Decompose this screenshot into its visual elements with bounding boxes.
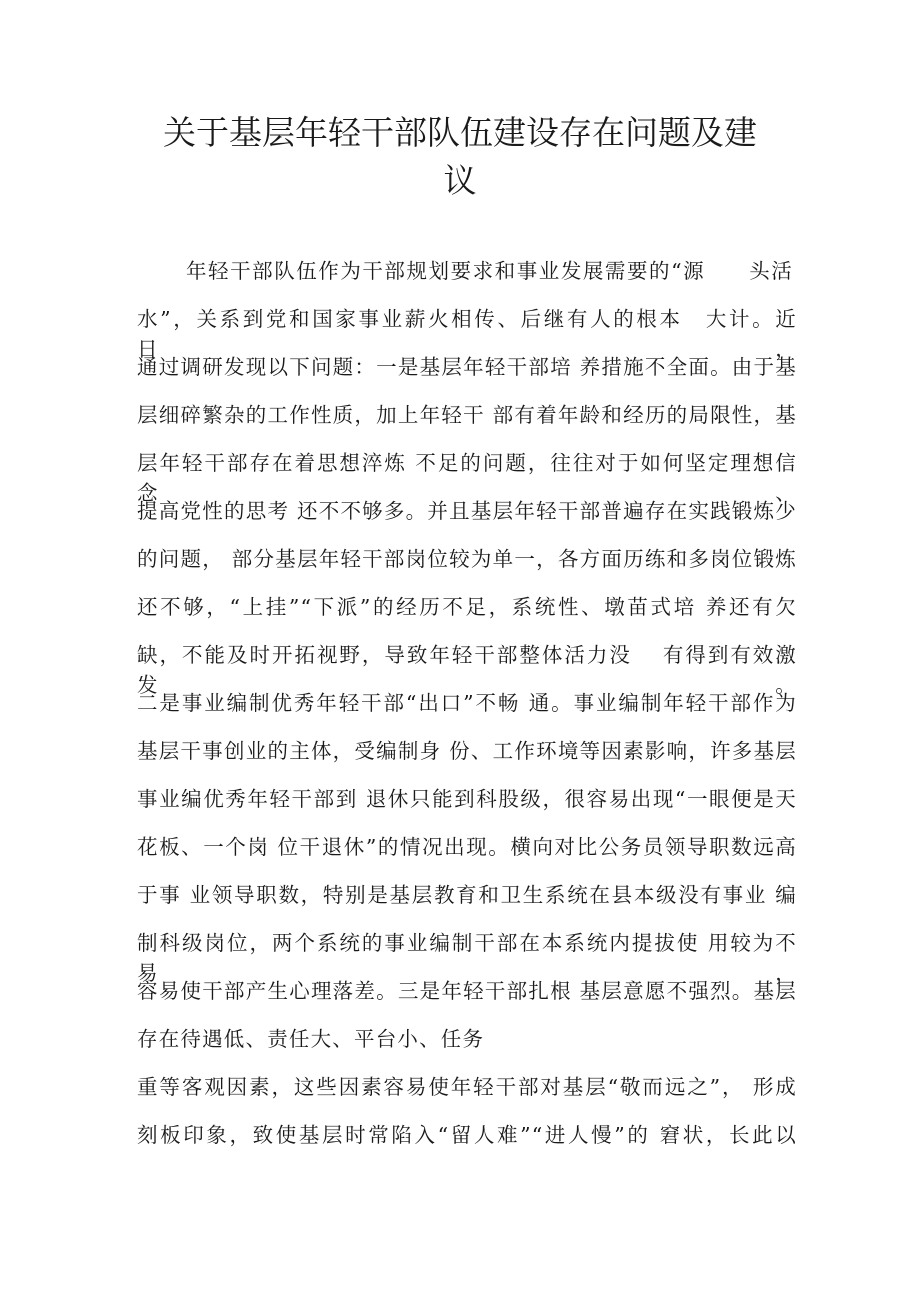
body-text-line: 通过调研发现以下问题：一是基层年轻干部培 养措施不全面。由于基 [137, 355, 797, 379]
body-text-line: 事业编优秀年轻干部到 退休只能到科股级，很容易出现“一眼便是天 [137, 787, 797, 811]
document-title-line-2: 议 [443, 161, 477, 200]
body-text-line: 二是事业编制优秀年轻干部“出口”不畅 通。事业编制年轻干部作为 [137, 691, 797, 715]
body-text-line: 制科级岗位，两个系统的事业编制干部在本系统内提拔使 用较为不易， [137, 931, 797, 985]
body-text-line: 提高党性的思考 还不不够多。并且基层年轻干部普遍存在实践锻炼少 [137, 499, 797, 523]
body-text-line: 层年轻干部存在着思想淬炼 不足的问题，往往对于如何坚定理想信念、 [137, 451, 797, 505]
body-text-line: 缺，不能及时开拓视野，导致年轻干部整体活力没 有得到有效激发。 [137, 643, 797, 697]
body-text-line: 花板、一个岗 位干退休”的情况出现。横向对比公务员领导职数远高 [137, 835, 797, 859]
body-text-line: 基层干事创业的主体，受编制身 份、工作环境等因素影响，许多基层 [137, 739, 797, 763]
body-text-line: 层细碎繁杂的工作性质，加上年轻干 部有着年龄和经历的局限性，基 [137, 403, 797, 427]
body-text-line: 年轻干部队伍作为干部规划要求和事业发展需要的“源 头活 [186, 259, 793, 283]
body-text-line: 还不够，“上挂”“下派”的经历不足，系统性、墩苗式培 养还有欠 [137, 595, 797, 619]
body-text-line: 刻板印象，致使基层时常陷入“留人难”“进人慢”的 窘状，长此以 [137, 1123, 797, 1147]
body-text-line: 容易使干部产生心理落差。三是年轻干部扎根 基层意愿不强烈。基层 [137, 979, 797, 1003]
body-text-line: 水”，关系到党和国家事业薪火相传、后继有人的根本 大计。近日， [137, 307, 797, 361]
body-text-line: 存在待遇低、责任大、平台小、任务 [137, 1027, 485, 1051]
document-title-line-1: 关于基层年轻干部队伍建设存在问题及建 [163, 113, 757, 152]
body-text-line: 的问题， 部分基层年轻干部岗位较为单一，各方面历练和多岗位锻炼 [137, 547, 797, 571]
body-text-line: 重等客观因素，这些因素容易使年轻干部对基层“敬而远之”， 形成 [137, 1075, 797, 1099]
body-text-line: 于事 业领导职数，特别是基层教育和卫生系统在县本级没有事业 编 [137, 883, 797, 907]
